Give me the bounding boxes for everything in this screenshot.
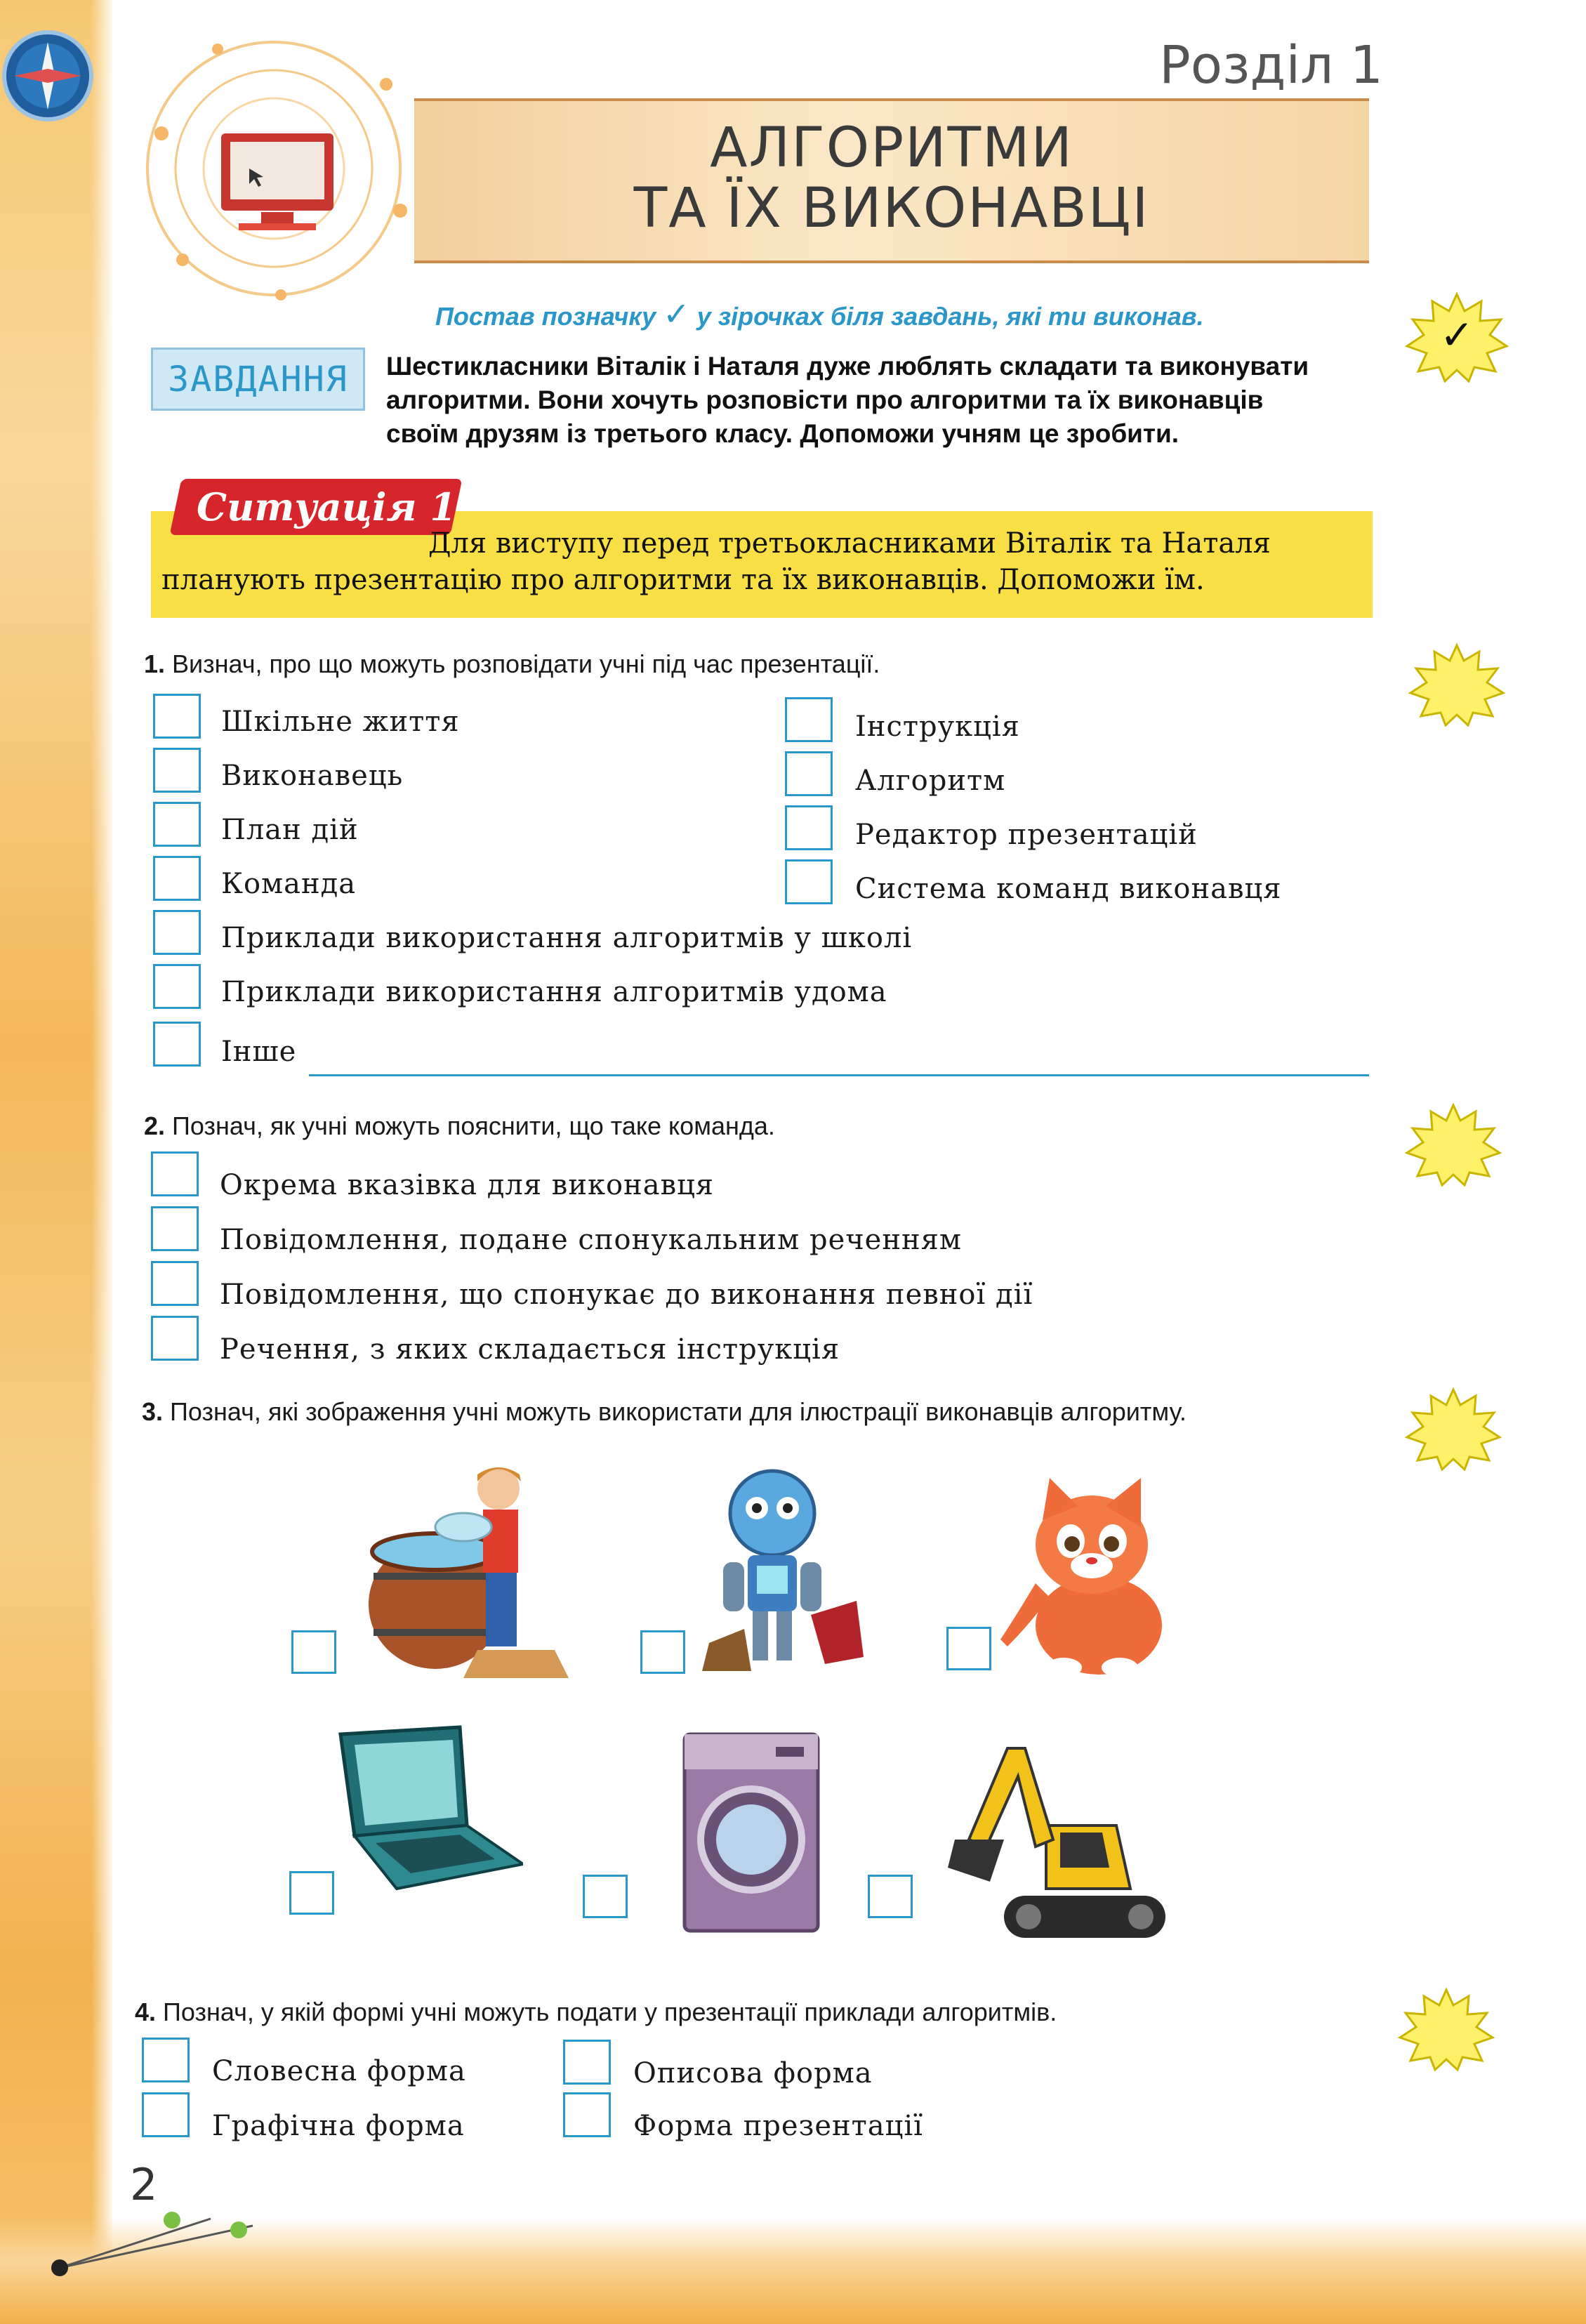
checkbox-q4-descriptive[interactable] [563,2040,611,2085]
question-2 [144,1111,775,1141]
decorative-dots-icon [42,2198,267,2296]
option-q2-separate-directive: Окрема вказівка для виконавця [220,1169,715,1201]
checkbox-q2-imperative-message[interactable] [151,1206,199,1251]
checkbox-q1-school-life[interactable] [153,694,201,739]
option-q1-presentation-editor: Редактор презентацій [855,819,1198,851]
robot-image [695,1467,871,1678]
question-4-number: 4. [135,1998,157,2026]
option-q2-prompting-message: Повідомлення, що спонукає до виконання певної дії [220,1279,1033,1311]
checkbox-q3-kitten[interactable] [946,1627,991,1670]
option-q1-action-plan: План дій [221,814,359,846]
checkbox-q2-separate-directive[interactable] [151,1151,199,1196]
computer-orbit-illustration [133,28,428,309]
question-2-number: 2. [144,1111,166,1140]
checkbox-q1-instruction[interactable] [785,697,833,742]
checkbox-q1-command[interactable] [153,856,201,901]
left-decorative-strip [0,0,112,2324]
question-1-text: Визнач, про що можуть розповідати учні під час презентації. [172,649,880,678]
option-q1-examples-home: Приклади використання алгоритмів удома [221,976,887,1008]
checkbox-q3-laptop[interactable] [289,1871,334,1915]
situation-line-2: планують презентацію про алгоритми та їх виконавців. Допоможи їм. [161,564,1205,596]
checkbox-q1-examples-home[interactable] [153,964,201,1009]
instruction-before: Постав позначку [435,302,656,331]
option-q4-presentation: Форма презентації [633,2110,923,2142]
option-q4-verbal: Словесна форма [212,2055,466,2087]
check-icon: ✓ [663,296,690,332]
question-1-number: 1. [144,649,166,678]
option-q1-school-life: Шкільне життя [221,706,460,738]
kitten-image [993,1478,1204,1682]
star-q1[interactable] [1408,642,1506,727]
instruction-line [435,295,1203,333]
option-q1-command: Команда [221,868,357,900]
question-3-number: 3. [142,1397,164,1426]
task-badge: ЗАВДАННЯ [151,348,365,411]
instruction-after: у зірочках біля завдань, які ти виконав. [696,302,1204,331]
option-q2-imperative-message: Повідомлення, подане спонукальним реченням [220,1224,963,1256]
checkbox-q2-prompting-message[interactable] [151,1261,199,1306]
title-line-2: ТА ЇХ ВИКОНАВЦІ [633,177,1150,240]
checkbox-q1-action-plan[interactable] [153,802,201,847]
option-q1-other: Інше [221,1036,297,1068]
compass-icon [0,28,98,126]
checkbox-q2-instruction-sentences[interactable] [151,1316,199,1361]
option-q1-executor: Виконавець [221,760,404,792]
laptop-image [319,1720,523,1896]
option-q4-descriptive: Описова форма [633,2057,873,2089]
question-3 [142,1397,1187,1427]
situation-label: Ситуація 1 [197,484,456,529]
checkbox-q1-presentation-editor[interactable] [785,805,833,850]
question-3-text: Познач, які зображення учні можуть використати для ілюстрації виконавців алгоритму. [170,1397,1187,1426]
option-q2-instruction-sentences: Речення, з яких складається інструкція [220,1333,840,1366]
boy-with-barrel-image [358,1460,569,1685]
checkbox-q1-examples-school[interactable] [153,910,201,955]
question-4-text: Познач, у якій формі учні можуть подати у презентації приклади алгоритмів. [163,1998,1057,2026]
checkbox-q1-algorithm[interactable] [785,751,833,796]
star-q2[interactable] [1404,1102,1502,1187]
checkbox-q3-washing-machine[interactable] [583,1875,628,1918]
checkbox-q4-verbal[interactable] [142,2038,190,2082]
page-title [414,118,1369,239]
question-1 [144,649,880,679]
washing-machine-image [678,1727,825,1938]
checkbox-q3-robot[interactable] [640,1630,685,1674]
task-line-3: своїм друзям із третього класу. Допоможи учням це зробити. [386,419,1179,448]
svg-text:✓: ✓ [1439,311,1474,359]
star-checked[interactable] [1404,291,1509,383]
other-answer-line[interactable] [309,1074,1369,1076]
section-label: Розділ 1 [1159,35,1383,95]
option-q1-instruction: Інструкція [855,711,1020,743]
question-4 [135,1998,1057,2027]
star-q3[interactable] [1404,1387,1502,1471]
option-q4-graphic: Графічна форма [212,2110,465,2142]
checkbox-q1-command-system[interactable] [785,859,833,904]
checkbox-q3-boy-with-barrel[interactable] [291,1630,336,1674]
task-line-1: Шестикласники Віталік і Наталя дуже люблять складати та виконувати [386,352,1309,381]
question-2-text: Познач, як учні можуть пояснити, що таке команда. [172,1111,775,1140]
situation-text [161,525,1355,598]
excavator-image [941,1734,1172,1952]
option-q1-algorithm: Алгоритм [855,765,1006,797]
title-line-1: АЛГОРИТМИ [710,117,1073,180]
checkbox-q1-executor[interactable] [153,748,201,793]
checkbox-q4-presentation[interactable] [563,2092,611,2137]
option-q1-command-system: Система команд виконавця [855,873,1282,905]
page-number: 2 [130,2159,158,2210]
checkbox-q3-excavator[interactable] [868,1875,913,1918]
checkbox-q4-graphic[interactable] [142,2092,190,2137]
option-q1-examples-school: Приклади використання алгоритмів у школі [221,922,913,954]
star-q4[interactable] [1397,1987,1495,2071]
task-line-2: алгоритми. Вони хочуть розповісти про алгоритми та їх виконавців [386,385,1264,414]
situation-line-1: Для виступу перед третьокласниками Віталік та Наталя [428,527,1271,560]
checkbox-q1-other[interactable] [153,1022,201,1067]
task-text [386,350,1376,451]
